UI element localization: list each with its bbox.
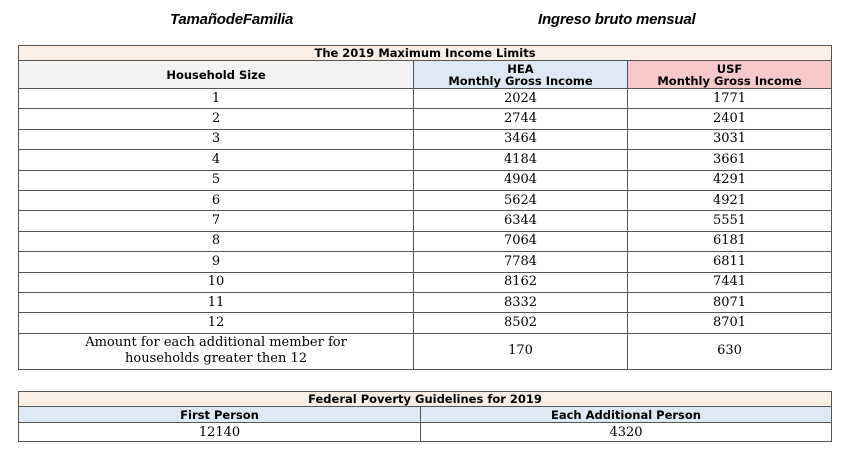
usf-cell: 8701 xyxy=(628,313,832,333)
usf-cell: 4921 xyxy=(628,190,832,210)
table-row xyxy=(19,231,832,251)
usf-header-line2: Monthly Gross Income xyxy=(657,73,802,88)
additional-person-header: Each Additional Person xyxy=(421,407,832,423)
additional-member-row xyxy=(19,333,832,369)
poverty-table-title: Federal Poverty Guidelines for 2019 xyxy=(19,392,832,407)
usf-cell: 3031 xyxy=(628,129,832,149)
first-person-value: 12140 xyxy=(19,423,421,442)
table-row xyxy=(19,211,832,231)
household-size-cell: 6 xyxy=(19,190,414,210)
usf-header-line1: USF xyxy=(716,61,743,76)
table-row xyxy=(19,292,832,312)
hea-cell: 8502 xyxy=(414,313,628,333)
usf-cell: 7441 xyxy=(628,272,832,292)
additional-usf-cell: 630 xyxy=(628,333,832,369)
usf-cell: 6181 xyxy=(628,231,832,251)
table-row xyxy=(19,190,832,210)
household-size-cell: 9 xyxy=(19,252,414,272)
income-limits-table xyxy=(18,45,832,370)
hea-cell: 5624 xyxy=(414,190,628,210)
monthly-income-label: Ingreso bruto mensual xyxy=(538,11,696,28)
household-size-header: Household Size xyxy=(19,61,414,89)
hea-cell: 8332 xyxy=(414,292,628,312)
table-row xyxy=(19,272,832,292)
usf-cell: 3661 xyxy=(628,150,832,170)
hea-cell: 7784 xyxy=(414,252,628,272)
hea-header xyxy=(414,61,628,89)
additional-member-label xyxy=(19,333,414,369)
poverty-guidelines-table xyxy=(18,391,832,442)
hea-header-line2: Monthly Gross Income xyxy=(448,73,593,88)
usf-header xyxy=(628,61,832,89)
family-size-label: TamañodeFamilia xyxy=(170,11,294,28)
household-size-cell: 11 xyxy=(19,292,414,312)
additional-hea-cell: 170 xyxy=(414,333,628,369)
hea-cell: 7064 xyxy=(414,231,628,251)
household-size-cell: 3 xyxy=(19,129,414,149)
hea-cell: 3464 xyxy=(414,129,628,149)
table-row xyxy=(19,170,832,190)
table-row xyxy=(19,129,832,149)
hea-cell: 4184 xyxy=(414,150,628,170)
household-size-cell: 4 xyxy=(19,150,414,170)
household-size-cell: 5 xyxy=(19,170,414,190)
hea-cell: 6344 xyxy=(414,211,628,231)
household-size-cell: 7 xyxy=(19,211,414,231)
household-size-cell: 10 xyxy=(19,272,414,292)
household-size-cell: 12 xyxy=(19,313,414,333)
household-size-cell: 2 xyxy=(19,109,414,129)
usf-cell: 5551 xyxy=(628,211,832,231)
hea-cell: 8162 xyxy=(414,272,628,292)
table-row xyxy=(19,89,832,109)
hea-cell: 2024 xyxy=(414,89,628,109)
income-table-title: The 2019 Maximum Income Limits xyxy=(19,46,832,61)
usf-cell: 8071 xyxy=(628,292,832,312)
table-row xyxy=(19,150,832,170)
hea-cell: 4904 xyxy=(414,170,628,190)
usf-cell: 2401 xyxy=(628,109,832,129)
household-size-cell: 1 xyxy=(19,89,414,109)
usf-cell: 4291 xyxy=(628,170,832,190)
table-row xyxy=(19,109,832,129)
additional-member-label-line1: Amount for each additional member for xyxy=(85,335,347,351)
first-person-header: First Person xyxy=(19,407,421,423)
usf-cell: 6811 xyxy=(628,252,832,272)
additional-person-value: 4320 xyxy=(421,423,832,442)
table-row xyxy=(19,252,832,272)
hea-cell: 2744 xyxy=(414,109,628,129)
additional-member-label-line2: households greater then 12 xyxy=(125,351,307,367)
usf-cell: 1771 xyxy=(628,89,832,109)
hea-header-line1: HEA xyxy=(507,61,534,76)
household-size-cell: 8 xyxy=(19,231,414,251)
table-row xyxy=(19,313,832,333)
table-row xyxy=(19,423,832,442)
